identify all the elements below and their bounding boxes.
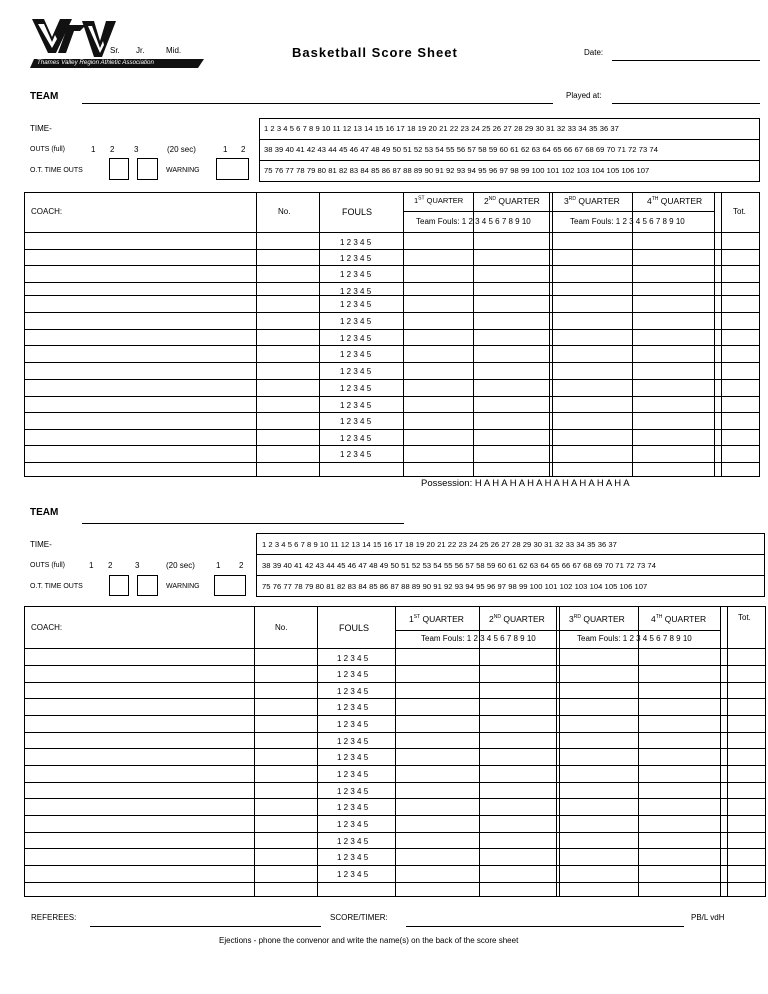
team1-row-divider [24,379,760,380]
quarter-2-header: 2ND QUARTER [484,196,540,206]
team2-row-divider [24,832,766,833]
outs-20-1[interactable]: 1 [223,145,228,154]
outs-label: OUTS (full) [30,146,65,153]
team1-row-divider [24,462,760,463]
outs-full-3[interactable]: 3 [134,145,139,154]
team2-player-fouls[interactable]: 1 2 3 4 5 [337,853,369,862]
time-row-1[interactable]: 1 2 3 4 5 6 7 8 9 10 11 12 13 14 15 16 17 18 19 20 21 22 23 24 25 26 27 28 29 30 31 32 33 34 35 36 37 [264,124,619,133]
team1-row-divider [24,445,760,446]
number-header-2: No. [275,623,288,632]
team2-row-divider [24,765,766,766]
team1-player-fouls[interactable]: 1 2 3 4 5 [340,367,372,376]
ot-timeouts-label-2: O.T. TIME OUTS [30,583,83,590]
team2-row-divider [24,698,766,699]
team1-player-fouls[interactable]: 1 2 3 4 5 [340,270,372,279]
outs-full-2[interactable]: 2 [110,145,115,154]
team2-player-fouls[interactable]: 1 2 3 4 5 [337,720,369,729]
team2-player-fouls[interactable]: 1 2 3 4 5 [337,870,369,879]
team-name-field[interactable] [82,103,553,104]
ot-timeout-box-2-b[interactable] [137,575,158,596]
quarter-2-header-2: 2ND QUARTER [489,614,545,624]
referees-label: REFEREES: [31,913,77,922]
coach-label: COACH: [31,207,63,216]
team2-player-fouls[interactable]: 1 2 3 4 5 [337,703,369,712]
team1-player-fouls[interactable]: 1 2 3 4 5 [340,300,372,309]
team-name-field-2[interactable] [82,523,404,524]
fouls-header: FOULS [342,207,373,217]
team1-player-fouls[interactable]: 1 2 3 4 5 [340,238,372,247]
team1-row-divider [24,412,760,413]
quarter-3-header-2: 3RD QUARTER [569,614,625,624]
time-row-2-b[interactable]: 38 39 40 41 42 43 44 45 46 47 48 49 50 51 52 53 54 55 56 57 58 59 60 61 62 63 64 65 66 67 68 69 70 71 72 73 74 [262,561,656,570]
fouls-header-2: FOULS [339,623,370,633]
time-row-3-b[interactable]: 75 76 77 78 79 80 81 82 83 84 85 86 87 88 89 90 91 92 93 94 95 96 97 98 99 100 101 102 103 104 105 106 107 [262,582,648,591]
team2-row-divider [24,732,766,733]
team1-row-divider [24,396,760,397]
team1-player-fouls[interactable]: 1 2 3 4 5 [340,350,372,359]
level-senior: Sr. [110,46,120,55]
ot-timeouts-label: O.T. TIME OUTS [30,167,83,174]
team2-row-divider [24,715,766,716]
team-label: TEAM [30,91,59,102]
logo-org-name: Thames Valley Region Athletic Association [37,59,154,66]
quarter-4-header: 4TH QUARTER [647,196,703,206]
ot-timeout-box-1[interactable] [109,158,129,180]
team2-player-fouls[interactable]: 1 2 3 4 5 [337,787,369,796]
team2-row-divider [24,665,766,666]
team1-row-divider [24,249,760,250]
quarter-4-header-2: 4TH QUARTER [651,614,707,624]
date-field[interactable] [612,60,760,61]
team2-player-fouls[interactable]: 1 2 3 4 5 [337,753,369,762]
roster-table [24,192,760,477]
team2-row-divider [24,815,766,816]
score-timer-field[interactable] [406,926,684,927]
number-header: No. [278,207,291,216]
team2-player-fouls[interactable]: 1 2 3 4 5 [337,654,369,663]
team1-row-divider [24,362,760,363]
ejections-note: Ejections - phone the convenor and write the name(s) on the back of the score sheet [219,936,519,945]
team1-row-divider [24,345,760,346]
score-timer-label: SCORE/TIMER: [330,913,388,922]
outs-20-2[interactable]: 2 [241,145,246,154]
team2-row-divider [24,882,766,883]
outs-20-label-2: (20 sec) [166,561,195,570]
outs-label-2: OUTS (full) [30,562,65,569]
team2-row-divider [24,798,766,799]
team-fouls-first-half[interactable]: Team Fouls: 1 2 3 4 5 6 7 8 9 10 [416,217,531,226]
team1-row-divider [24,312,760,313]
ot-timeout-box-2[interactable] [137,158,158,180]
outs-full-1[interactable]: 1 [91,145,96,154]
team1-player-fouls[interactable]: 1 2 3 4 5 [340,287,372,296]
time-row-3[interactable]: 75 76 77 78 79 80 81 82 83 84 85 86 87 88 89 90 91 92 93 94 95 96 97 98 99 100 101 102 103 104 105 106 107 [264,166,650,175]
team2-player-fouls[interactable]: 1 2 3 4 5 [337,820,369,829]
warning-box[interactable] [216,158,249,180]
quarter-1-header: 1ST QUARTER [414,195,464,205]
team2-player-fouls[interactable]: 1 2 3 4 5 [337,837,369,846]
played-at-label: Played at: [566,91,602,100]
team2-player-fouls[interactable]: 1 2 3 4 5 [337,803,369,812]
team-label-2: TEAM [30,507,59,518]
tvraa-logo [28,15,208,71]
team-fouls-first-half-2[interactable]: Team Fouls: 1 2 3 4 5 6 7 8 9 10 [421,634,536,643]
team1-player-fouls[interactable]: 1 2 3 4 5 [340,450,372,459]
team2-row-divider [24,748,766,749]
team2-player-fouls[interactable]: 1 2 3 4 5 [337,670,369,679]
team1-player-fouls[interactable]: 1 2 3 4 5 [340,434,372,443]
team1-player-fouls[interactable]: 1 2 3 4 5 [340,401,372,410]
total-header: Tot. [733,207,746,216]
team1-player-fouls[interactable]: 1 2 3 4 5 [340,417,372,426]
team1-row-divider [24,295,760,296]
team1-row-divider [24,429,760,430]
quarter-1-header-2: 1ST QUARTER [409,614,464,624]
outs-20-label: (20 sec) [167,145,196,154]
team1-player-fouls[interactable]: 1 2 3 4 5 [340,317,372,326]
outs-full-1-b[interactable]: 1 [89,561,94,570]
team1-row-divider [24,329,760,330]
team1-player-fouls[interactable]: 1 2 3 4 5 [340,384,372,393]
quarter-3-header: 3RD QUARTER [564,196,620,206]
time-label-2: TIME- [30,540,52,549]
team-fouls-second-half[interactable]: Team Fouls: 1 2 3 4 5 6 7 8 9 10 [570,217,685,226]
played-at-field[interactable] [612,103,760,104]
team1-row-divider [24,282,760,283]
warning-label: WARNING [166,167,200,174]
team2-row-divider [24,865,766,866]
ot-timeout-box-1-b[interactable] [109,575,129,596]
team1-player-fouls[interactable]: 1 2 3 4 5 [340,254,372,263]
total-header-2: Tot. [738,613,751,622]
warning-label-2: WARNING [166,583,200,590]
outs-20-2-b[interactable]: 2 [239,561,244,570]
outs-full-2-b[interactable]: 2 [108,561,113,570]
team2-player-fouls[interactable]: 1 2 3 4 5 [337,737,369,746]
warning-box-2[interactable] [214,575,246,596]
team1-player-fouls[interactable]: 1 2 3 4 5 [340,334,372,343]
level-midget: Mid. [166,46,182,55]
team-fouls-second-half-2[interactable]: Team Fouls: 1 2 3 4 5 6 7 8 9 10 [577,634,692,643]
date-label: Date: [584,48,604,57]
time-row-2[interactable]: 38 39 40 41 42 43 44 45 46 47 48 49 50 51 52 53 54 55 56 57 58 59 60 61 62 63 64 65 66 67 68 69 70 71 72 73 74 [264,145,658,154]
team2-player-fouls[interactable]: 1 2 3 4 5 [337,770,369,779]
team2-row-divider [24,782,766,783]
team2-row-divider [24,848,766,849]
team2-player-fouls[interactable]: 1 2 3 4 5 [337,687,369,696]
outs-20-1-b[interactable]: 1 [216,561,221,570]
time-label: TIME- [30,124,52,133]
team2-row-divider [24,682,766,683]
referees-field[interactable] [90,926,321,927]
outs-full-3-b[interactable]: 3 [135,561,140,570]
page-title: Basketball Score Sheet [292,45,458,60]
credit-text: PB/L vdH [691,913,725,922]
coach-label-2: COACH: [31,623,63,632]
time-row-1-b[interactable]: 1 2 3 4 5 6 7 8 9 10 11 12 13 14 15 16 17 18 19 20 21 22 23 24 25 26 27 28 29 30 31 32 33 34 35 36 37 [262,540,617,549]
possession-arrow[interactable]: Possession: H A H A H A H A H A H A H A H A H A [421,478,630,489]
team1-row-divider [24,265,760,266]
level-junior: Jr. [136,46,145,55]
